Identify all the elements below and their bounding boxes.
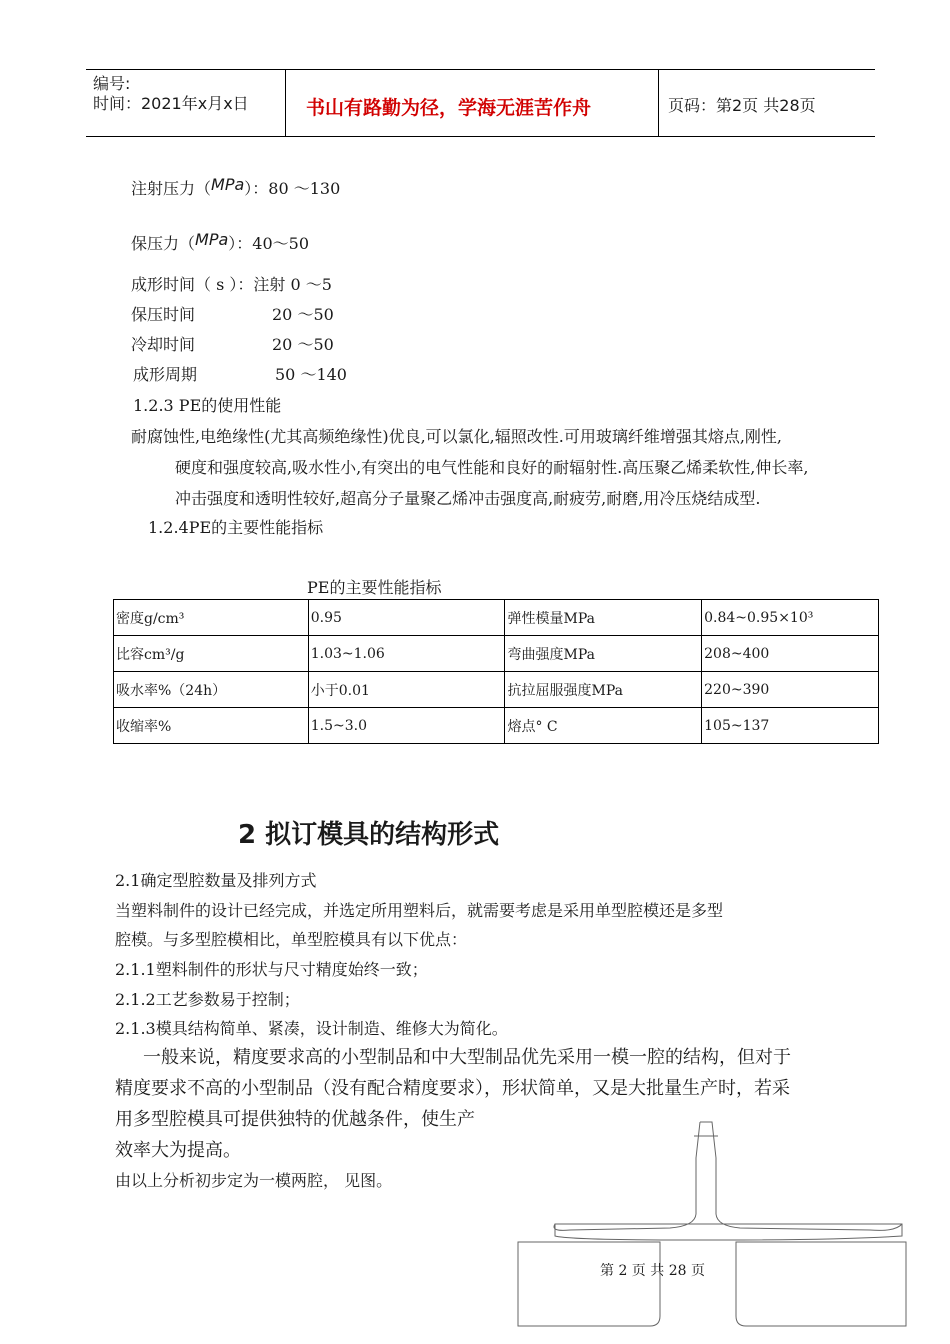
table-caption: PE的主要性能指标 xyxy=(307,578,442,597)
properties-table xyxy=(113,599,879,744)
forming-time: 成形时间（ s ）：注射 0 ～5 xyxy=(131,275,332,294)
header-top-rule xyxy=(86,69,875,70)
table-row xyxy=(114,672,879,708)
conclusion-line: 由以上分析初步定为一模两腔， 见图。 xyxy=(115,1171,393,1190)
injection-pressure xyxy=(131,176,340,199)
table-cell: 0.84~0.95×10³ xyxy=(702,600,879,636)
table-cell: 1.03~1.06 xyxy=(308,636,505,672)
list-item: 2.1.2工艺参数易于控制； xyxy=(115,990,300,1009)
paragraph-2-line-2: 精度要求不高的小型制品（没有配合精度要求），形状简单，又是大批量生产时，若采 xyxy=(115,1078,790,1099)
table-cell: 比容cm³/g xyxy=(114,636,309,672)
header-motto: 书山有路勤为径，学海无涯苦作舟 xyxy=(306,97,592,119)
table-cell: 1.5~3.0 xyxy=(308,708,505,744)
usage-line-2: 硬度和强度较高,吸水性小,有突出的电气性能和良好的耐辐射性.高压聚乙烯柔软性,伸长率, xyxy=(175,458,809,477)
holding-pressure-unit: MPa xyxy=(195,230,229,249)
paragraph-2-line-3: 用多型腔模具可提供独特的优越条件，使生产 xyxy=(115,1109,475,1130)
holding-time-label: 保压时间 xyxy=(131,305,196,324)
injection-pressure-value: ）：80 ～130 xyxy=(244,179,341,198)
serial-label: 编号: xyxy=(93,74,131,93)
paragraph-2-line-4: 效率大为提高。 xyxy=(115,1140,241,1161)
table-cell: 105~137 xyxy=(702,708,879,744)
right-cavity xyxy=(736,1242,906,1326)
cycle-value: 50 ～140 xyxy=(275,365,347,384)
sprue-outline-left xyxy=(554,1122,700,1230)
usage-line-1: 耐腐蚀性,电绝缘性(尤其高频绝缘性)优良,可以氯化,辐照改性.可用玻璃纤维增强其熔点,刚性, xyxy=(131,427,783,446)
paragraph-1-line-2: 腔模。与多型腔模相比，单型腔模具有以下优点： xyxy=(115,930,468,949)
header-bottom-rule xyxy=(86,136,875,137)
table-cell: 弹性模量MPa xyxy=(505,600,702,636)
table-cell: 220~390 xyxy=(702,672,879,708)
indicators-heading: 1.2.4PE的主要性能指标 xyxy=(148,518,324,537)
table-row xyxy=(114,600,879,636)
cycle-label: 成形周期 xyxy=(133,365,198,384)
paragraph-1-line-1: 当塑料制件的设计已经完成，并选定所用塑料后，就需要考虑是采用单型腔模还是多型 xyxy=(115,901,724,920)
injection-pressure-unit: MPa xyxy=(211,175,245,194)
cooling-time-value: 20 ～50 xyxy=(272,335,334,354)
usage-heading: 1.2.3 PE的使用性能 xyxy=(133,396,282,415)
list-item: 2.1.3模具结构简单、紧凑，设计制造、维修大为简化。 xyxy=(115,1019,508,1038)
header-page-label: 页码：第2页 共28页 xyxy=(668,96,816,115)
subsection-2-1: 2.1确定型腔数量及排列方式 xyxy=(115,871,317,890)
holding-pressure xyxy=(131,231,309,254)
holding-pressure-value: ）：40～50 xyxy=(228,234,310,253)
injection-pressure-label: 注射压力（ xyxy=(131,179,212,198)
header-divider-right xyxy=(658,69,659,137)
left-cavity xyxy=(518,1242,660,1326)
cooling-time-label: 冷却时间 xyxy=(131,335,196,354)
table-cell: 0.95 xyxy=(308,600,505,636)
table-cell: 208~400 xyxy=(702,636,879,672)
list-item: 2.1.1塑料制件的形状与尺寸精度始终一致； xyxy=(115,960,428,979)
table-cell: 吸水率%（24h） xyxy=(114,672,309,708)
header-divider-left xyxy=(285,69,286,137)
table-cell: 小于0.01 xyxy=(308,672,505,708)
footer-page-number: 第 2 页 共 28 页 xyxy=(600,1263,705,1279)
table-cell: 弯曲强度MPa xyxy=(505,636,702,672)
table-cell: 抗拉屈服强度MPa xyxy=(505,672,702,708)
sprue-outline xyxy=(700,1122,902,1230)
paragraph-2-line-1: 一般来说，精度要求高的小型制品和中大型制品优先采用一模一腔的结构，但对于 xyxy=(143,1047,791,1068)
usage-line-3: 冲击强度和透明性较好,超高分子量聚乙烯冲击强度高,耐疲劳,耐磨,用冷压烧结成型. xyxy=(175,489,761,508)
table-row xyxy=(114,636,879,672)
holding-time-value: 20 ～50 xyxy=(272,305,334,324)
table-cell: 收缩率% xyxy=(114,708,309,744)
table-cell: 熔点° C xyxy=(505,708,702,744)
table-row xyxy=(114,708,879,744)
mold-layout-drawing xyxy=(510,1118,910,1330)
holding-pressure-label: 保压力（ xyxy=(131,234,196,253)
section-title: 2 拟订模具的结构形式 xyxy=(238,820,500,850)
time-label: 时间：2021年x月x日 xyxy=(93,94,249,113)
table-cell: 密度g/cm³ xyxy=(114,600,309,636)
